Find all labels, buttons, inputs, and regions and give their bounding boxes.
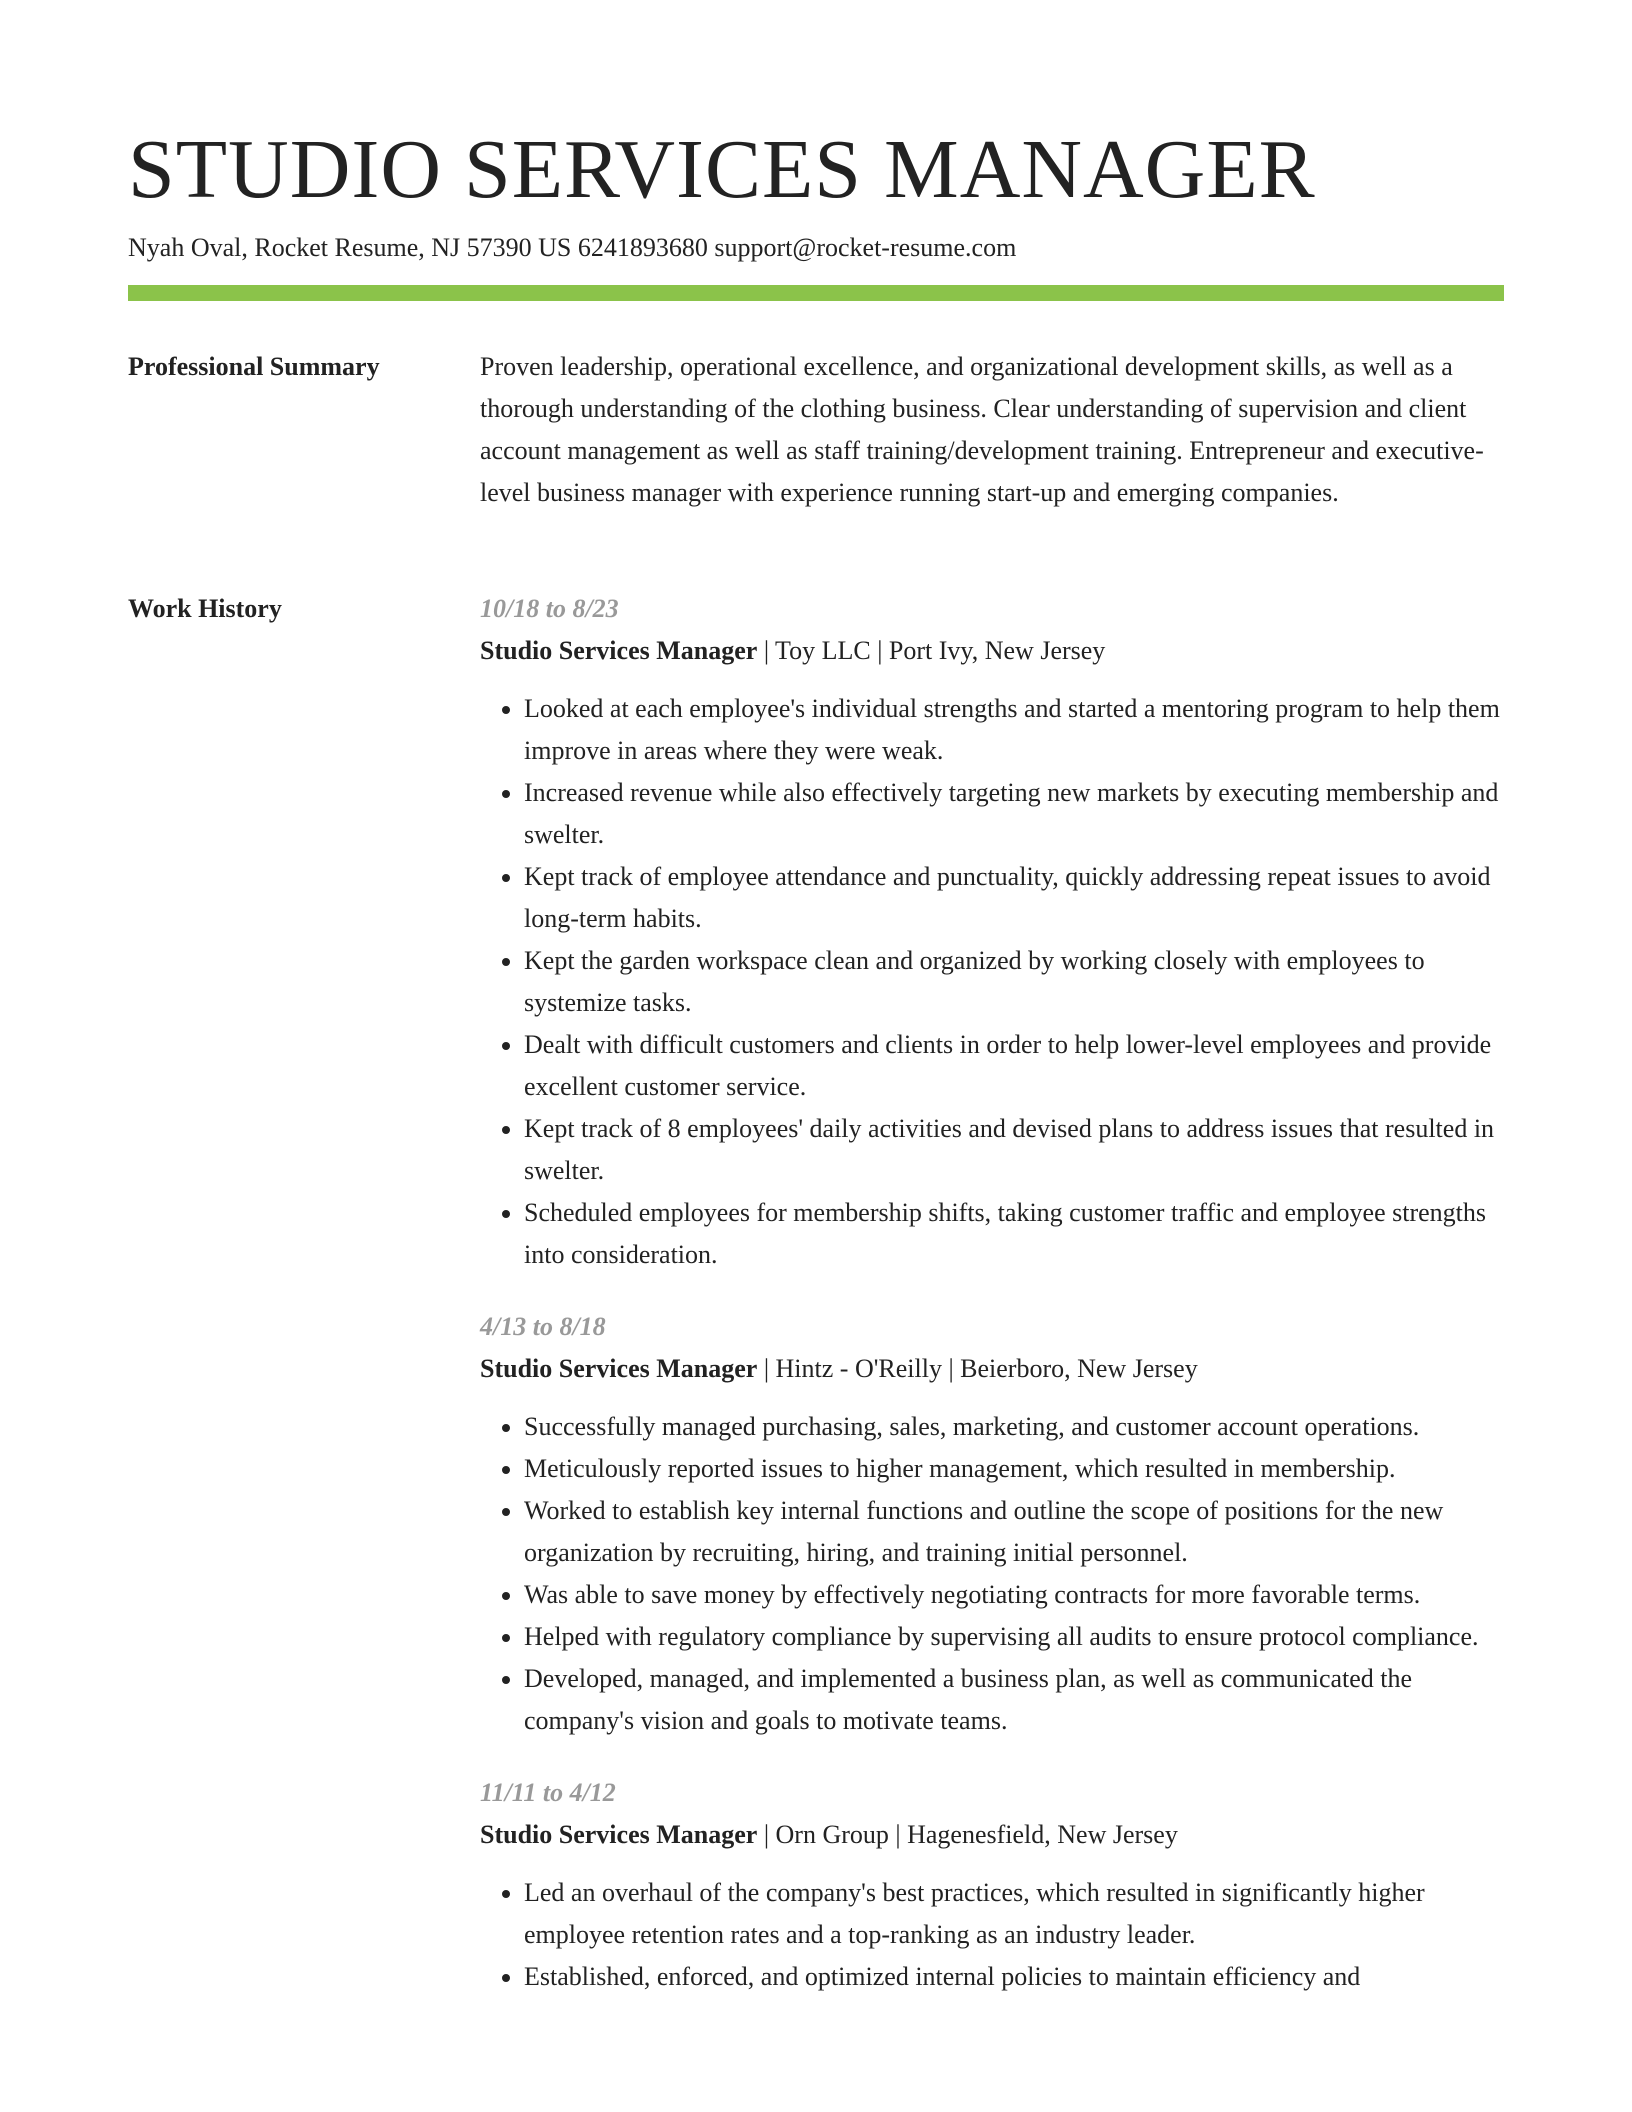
job-details: | Hintz - O'Reilly | Beierboro, New Jersey <box>757 1354 1198 1383</box>
job-dates: 4/13 to 8/18 <box>480 1312 606 1341</box>
summary-text: Proven leadership, operational excellence, and organizational development skills, as well as a thorough understanding of the clothing business. Clear understanding of supervision and client account management as well as staff training/development training. Entrepreneur and executive-level business manager with experience running start-up and emerging companies. <box>480 352 1484 507</box>
job-bullet: • Led an overhaul of the company's best practices, which resulted in significantly higher employee retention rates and a top-ranking as an industry leader. <box>524 1872 1504 1956</box>
contact-line: Nyah Oval, Rocket Resume, NJ 57390 US 6241893680 support@rocket-resume.com <box>128 233 1017 262</box>
work-history-body <box>480 588 1504 2028</box>
job-bullet: • Was able to save money by effectively negotiating contracts for more favorable terms. <box>524 1574 1504 1616</box>
job-entry <box>480 1772 1504 1998</box>
work-history-label: Work History <box>128 594 282 623</box>
job-bullet: • Kept track of employee attendance and punctuality, quickly addressing repeat issues to avoid long-term habits. <box>524 856 1504 940</box>
job-dates: 10/18 to 8/23 <box>480 594 619 623</box>
job-title: Studio Services Manager <box>480 636 758 665</box>
accent-divider <box>128 285 1504 301</box>
job-title: Studio Services Manager <box>480 1820 758 1849</box>
job-header <box>480 630 1504 672</box>
summary-label: Professional Summary <box>128 352 380 381</box>
job-bullet: • Worked to establish key internal functions and outline the scope of positions for the new organization by recruiting, hiring, and training initial personnel. <box>524 1490 1504 1574</box>
summary-body <box>480 346 1504 514</box>
job-dates: 11/11 to 4/12 <box>480 1778 616 1807</box>
job-entry <box>480 588 1504 1276</box>
job-title: Studio Services Manager <box>480 1354 758 1383</box>
job-bullet: • Established, enforced, and optimized internal policies to maintain efficiency and <box>524 1956 1504 1998</box>
job-bullet: • Increased revenue while also effectively targeting new markets by executing membership and swelter. <box>524 772 1504 856</box>
job-bullet: • Scheduled employees for membership shifts, taking customer traffic and employee strengths into consideration. <box>524 1192 1504 1276</box>
job-bullet: • Helped with regulatory compliance by supervising all audits to ensure protocol compliance. <box>524 1616 1504 1658</box>
job-bullet: • Kept the garden workspace clean and organized by working closely with employees to systemize tasks. <box>524 940 1504 1024</box>
job-bullets <box>480 1872 1504 1998</box>
job-entry <box>480 1306 1504 1742</box>
job-bullets <box>480 688 1504 1276</box>
job-bullet: • Developed, managed, and implemented a business plan, as well as communicated the company's vision and goals to motivate teams. <box>524 1658 1504 1742</box>
resume-title: STUDIO SERVICES MANAGER <box>128 123 1316 216</box>
job-bullet: • Meticulously reported issues to higher management, which resulted in membership. <box>524 1448 1504 1490</box>
job-bullet: • Successfully managed purchasing, sales, marketing, and customer account operations. <box>524 1406 1504 1448</box>
job-bullet: • Dealt with difficult customers and clients in order to help lower-level employees and provide excellent customer service. <box>524 1024 1504 1108</box>
job-bullets <box>480 1406 1504 1742</box>
job-bullet: • Looked at each employee's individual strengths and started a mentoring program to help them improve in areas where they were weak. <box>524 688 1504 772</box>
job-header <box>480 1814 1504 1856</box>
job-details: | Orn Group | Hagenesfield, New Jersey <box>757 1820 1178 1849</box>
job-details: | Toy LLC | Port Ivy, New Jersey <box>757 636 1106 665</box>
job-header <box>480 1348 1504 1390</box>
job-bullet: • Kept track of 8 employees' daily activities and devised plans to address issues that resulted in swelter. <box>524 1108 1504 1192</box>
